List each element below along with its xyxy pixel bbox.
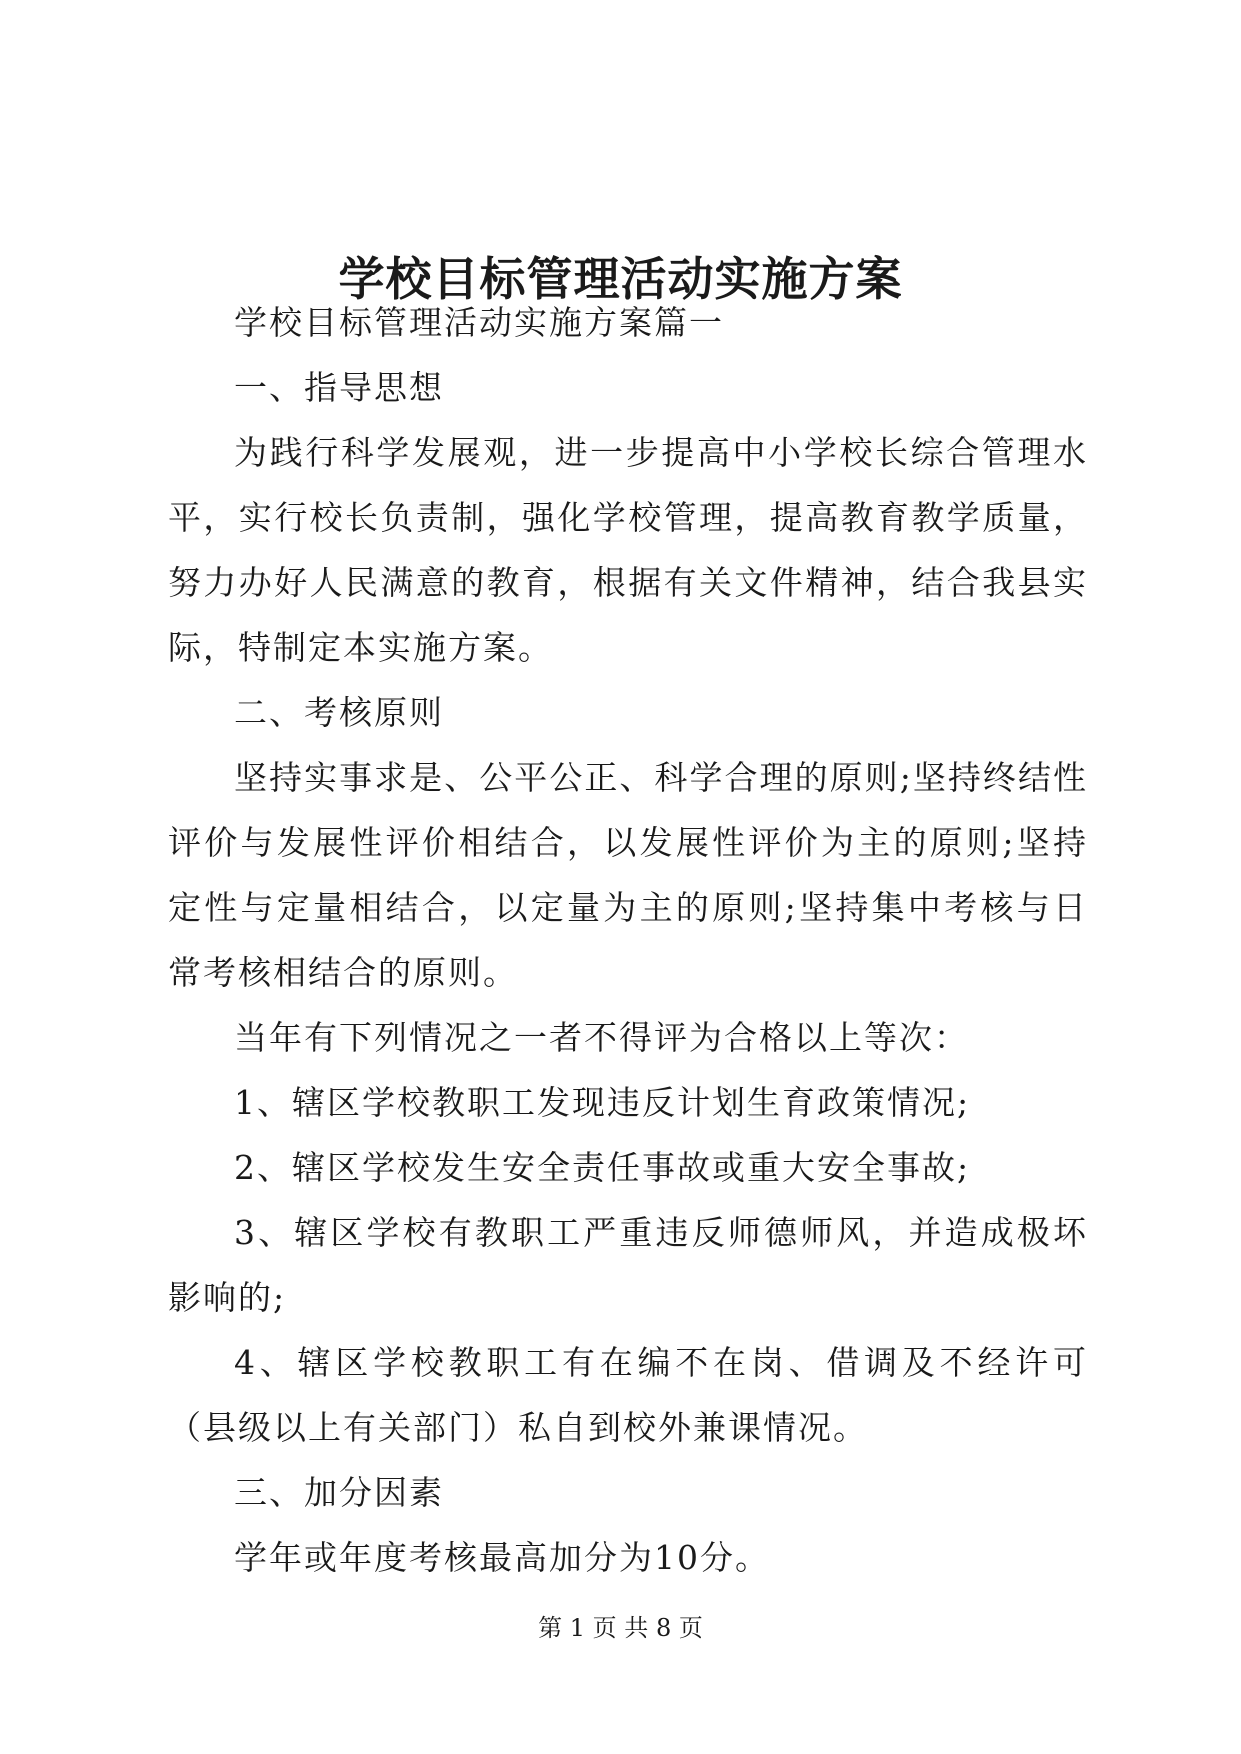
body-paragraph: 学年或年度考核最高加分为10分。 xyxy=(234,1538,770,1577)
subtitle-paragraph: 学校目标管理活动实施方案篇一 xyxy=(234,303,724,342)
document-body xyxy=(168,290,1088,1590)
section-heading-assessment-principles: 二、考核原则 xyxy=(234,693,444,732)
list-item: 4、辖区学校教职工有在编不在岗、借调及不经许可（县级以上有关部门）私自到校外兼课情况。 xyxy=(168,1343,1088,1447)
section-heading-bonus-factors: 三、加分因素 xyxy=(234,1473,444,1512)
list-item: 3、辖区学校有教职工严重违反师德师风，并造成极坏影响的; xyxy=(168,1213,1088,1317)
body-paragraph: 坚持实事求是、公平公正、科学合理的原则;坚持终结性评价与发展性评价相结合，以发展性评价为主的原则;坚持定性与定量相结合，以定量为主的原则;坚持集中考核与日常考核相结合的原则。 xyxy=(168,758,1088,992)
list-item: 1、辖区学校教职工发现违反计划生育政策情况; xyxy=(234,1083,971,1122)
body-paragraph: 为践行科学发展观，进一步提高中小学校长综合管理水平，实行校长负责制，强化学校管理，提高教育教学质量，努力办好人民满意的教育，根据有关文件精神，结合我县实际，特制定本实施方案。 xyxy=(168,433,1088,667)
document-title: 学校目标管理活动实施方案 xyxy=(338,251,903,306)
list-item: 2、辖区学校发生安全责任事故或重大安全事故; xyxy=(234,1148,971,1187)
page-number-footer: 第 1 页 共 8 页 xyxy=(538,1614,703,1642)
section-heading-guiding-ideology: 一、指导思想 xyxy=(234,368,444,407)
body-paragraph: 当年有下列情况之一者不得评为合格以上等次： xyxy=(234,1018,969,1057)
